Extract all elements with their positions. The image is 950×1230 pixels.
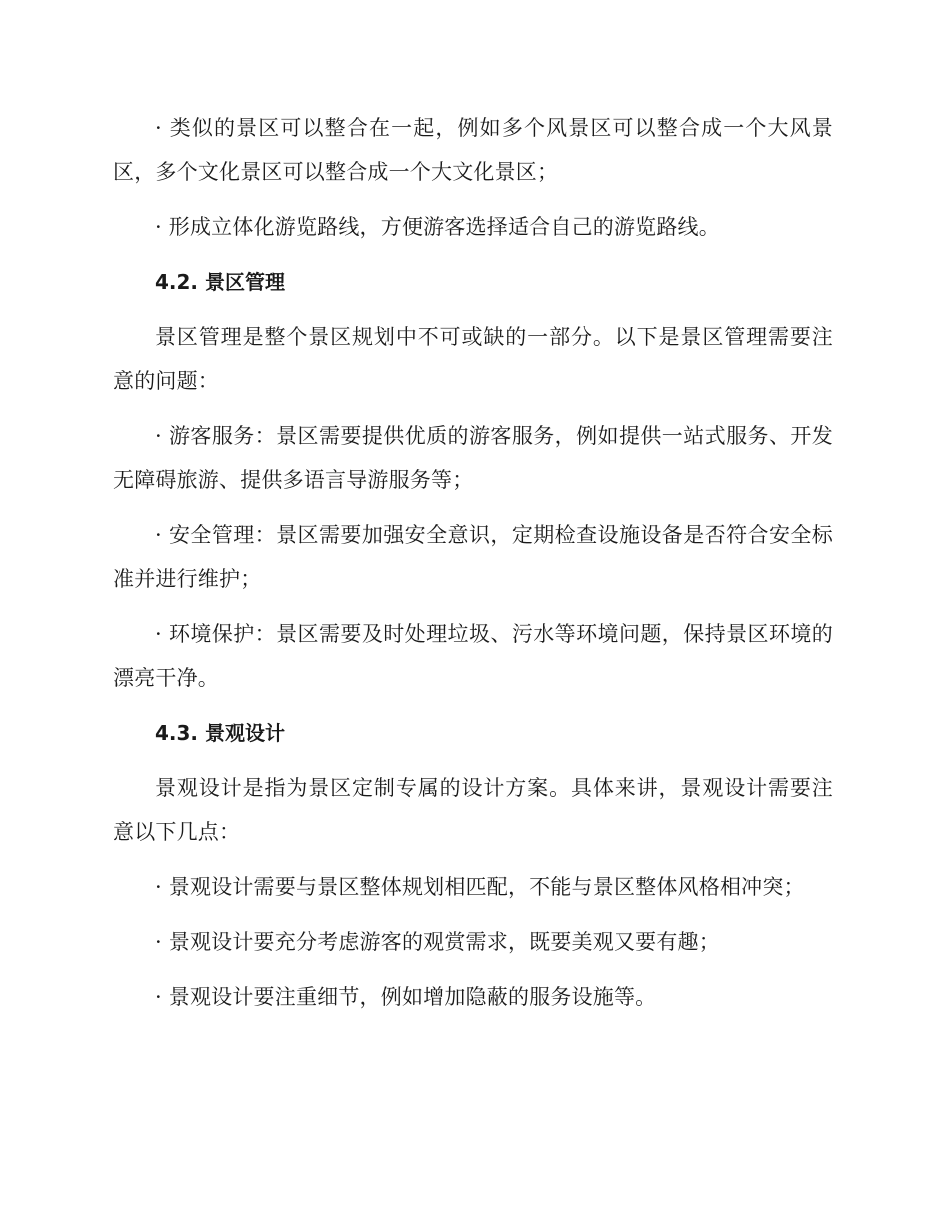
- bullet-visitor-service: · 游客服务：景区需要提供优质的游客服务，例如提供一站式服务、开发无障碍旅游、提供多语言导游服务等；: [113, 424, 833, 492]
- document-page: [113, 106, 833, 1030]
- bullet-viewing-needs: · 景观设计要充分考虑游客的观赏需求，既要美观又要有趣；: [155, 930, 720, 954]
- section-heading-scenic-management: 4.2. 景区管理: [155, 270, 285, 294]
- bullet-match-overall-plan: · 景观设计需要与景区整体规划相匹配，不能与景区整体风格相冲突；: [155, 875, 805, 899]
- bullet-safety-management: · 安全管理：景区需要加强安全意识，定期检查设施设备是否符合安全标准并进行维护；: [113, 523, 833, 591]
- bullet-environmental-protection: · 环境保护：景区需要及时处理垃圾、污水等环境问题，保持景区环境的漂亮干净。: [113, 622, 833, 690]
- bullet-tour-routes: · 形成立体化游览路线，方便游客选择适合自己的游览路线。: [155, 215, 720, 239]
- bullet-merge-scenic-areas: · 类似的景区可以整合在一起，例如多个风景区可以整合成一个大风景区，多个文化景区可以整合成一个大文化景区；: [113, 116, 833, 184]
- intro-landscape-design: 景观设计是指为景区定制专属的设计方案。具体来讲，景观设计需要注意以下几点：: [113, 776, 833, 844]
- intro-scenic-management: 景区管理是整个景区规划中不可或缺的一部分。以下是景区管理需要注意的问题：: [113, 325, 833, 393]
- bullet-attention-to-detail: · 景观设计要注重细节，例如增加隐蔽的服务设施等。: [155, 985, 657, 1009]
- section-heading-landscape-design: 4.3. 景观设计: [155, 721, 285, 745]
